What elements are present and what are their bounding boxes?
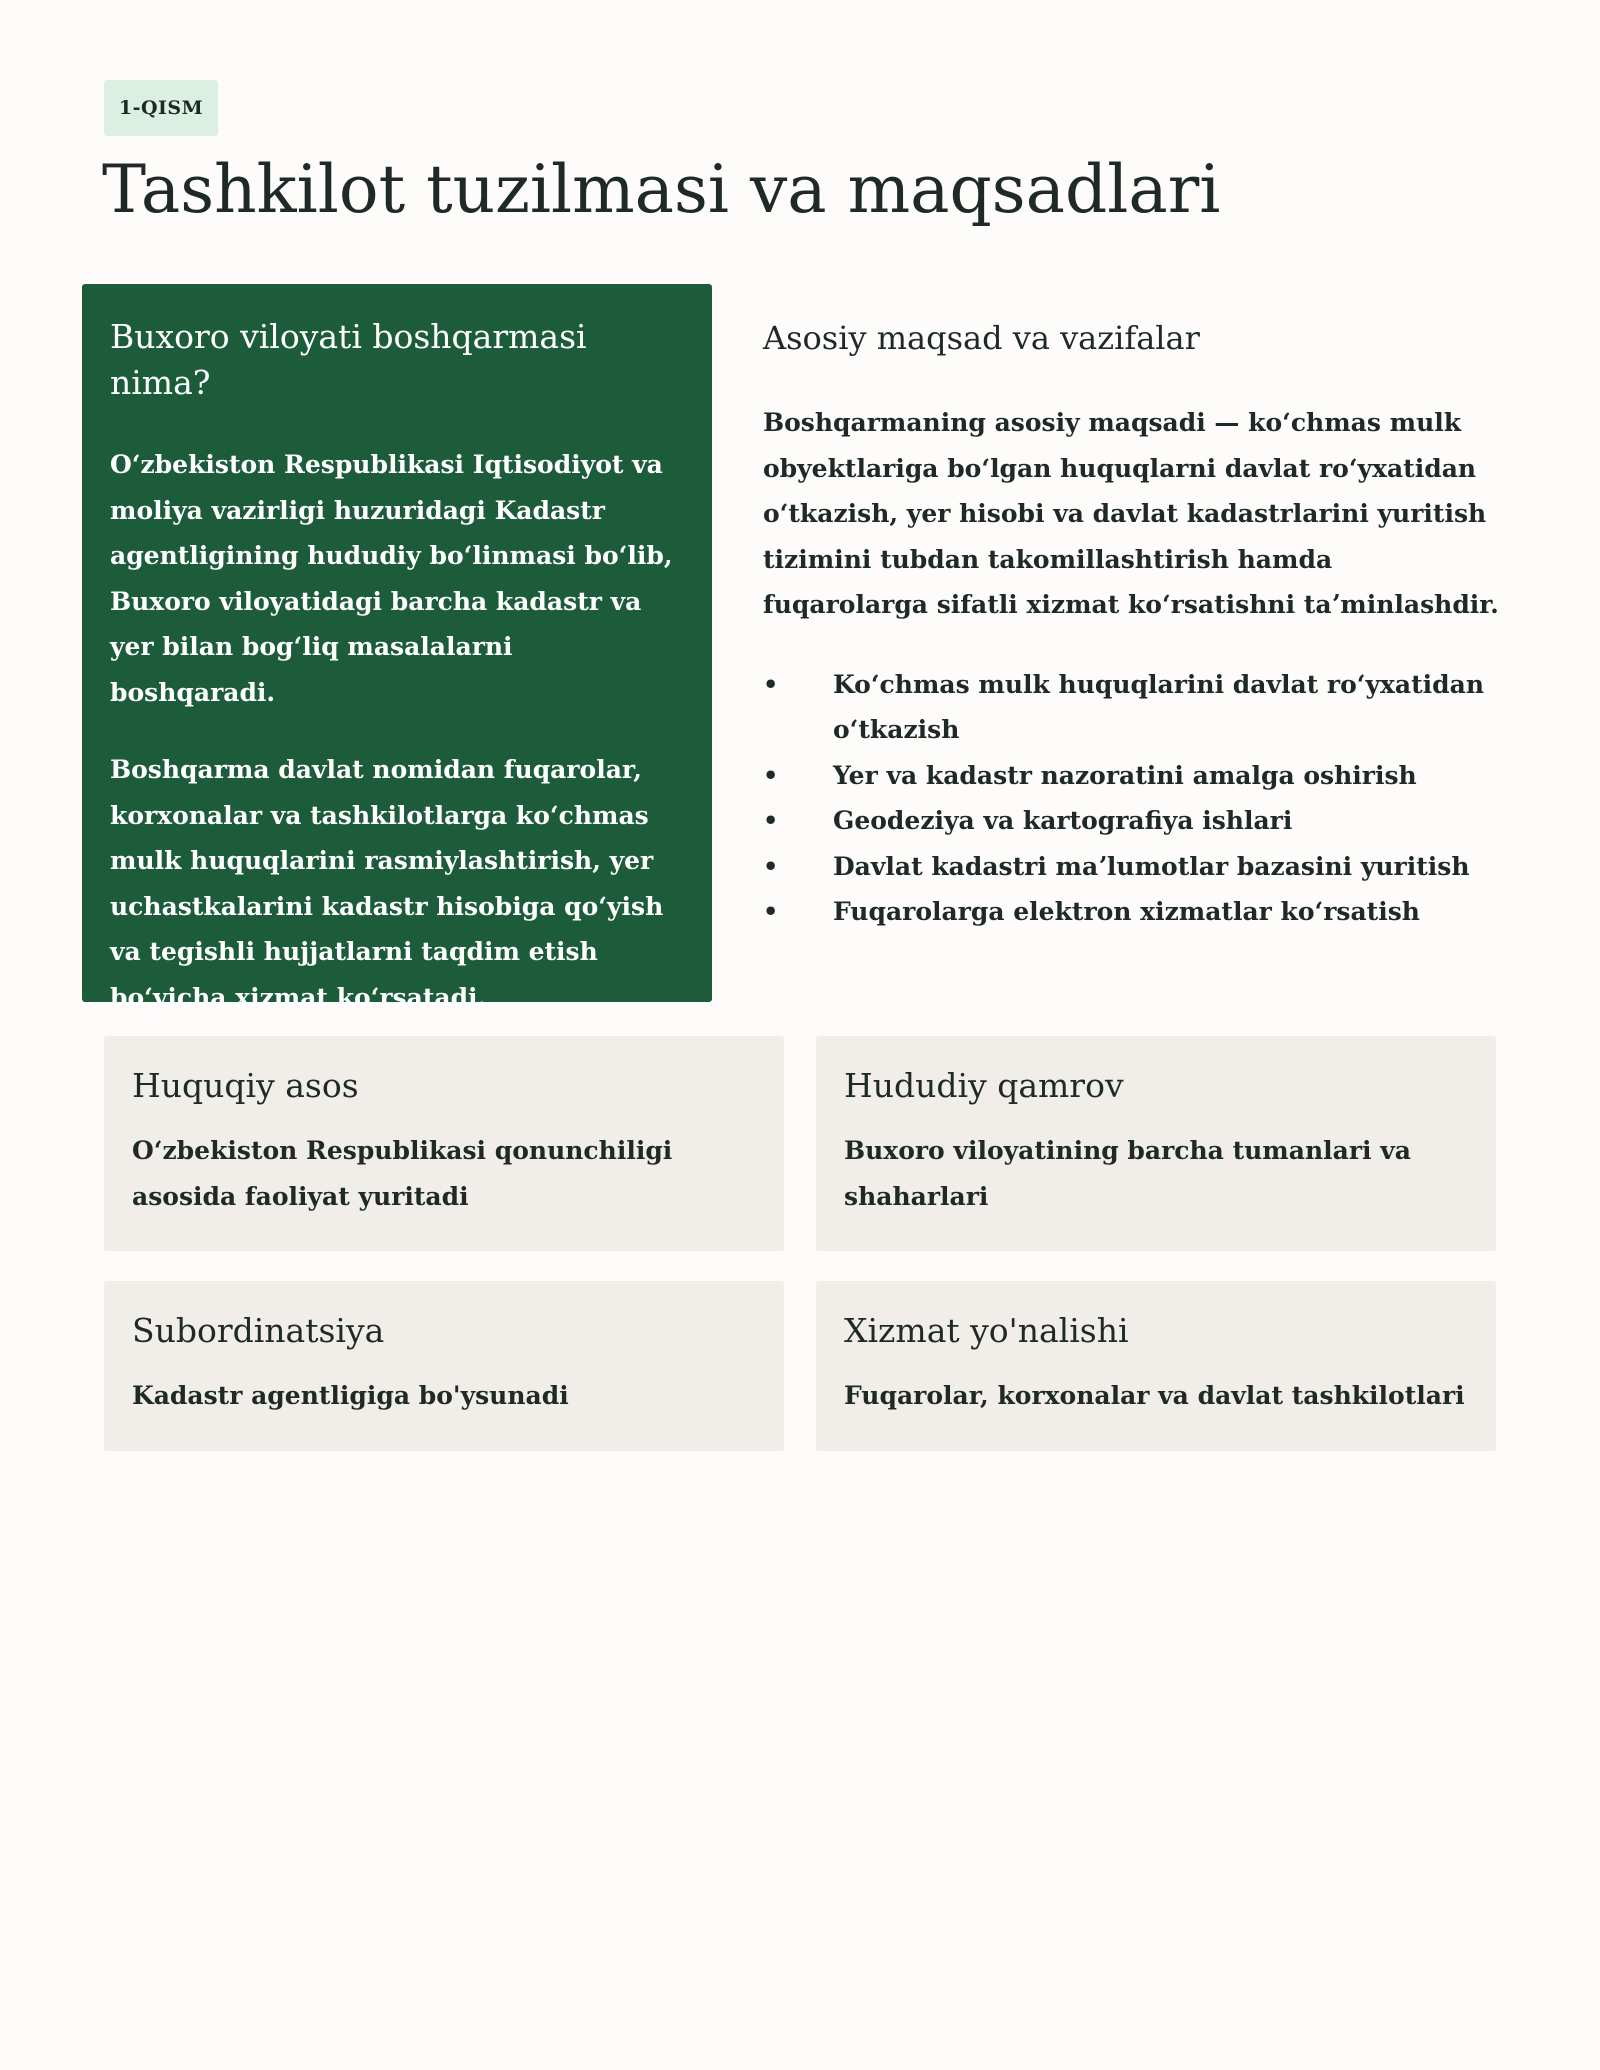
- intro-paragraph: Oʻzbekiston Respublikasi Iqtisodiyot va moliya vazirligi huzuridagi Kadastr agentligining hududiy boʻlinmasi boʻlib, Buxoro viloyatidagi barcha kadastr va yer bilan bogʻliq masalalarni boshqaradi.: [110, 450, 673, 707]
- intro-box: [82, 284, 712, 1012]
- bullet-icon: •: [763, 851, 779, 881]
- list-item-text: Koʻchmas mulk huquqlarini davlat roʻyxatidan oʻtkazish: [833, 669, 1485, 744]
- info-card-service-direction: [816, 1281, 1496, 1451]
- goals-section: [763, 314, 1503, 935]
- list-item: [763, 753, 1503, 799]
- list-item: [763, 798, 1503, 844]
- list-item-text: Geodeziya va kartografiya ishlari: [833, 806, 1293, 835]
- goals-heading: Asosiy maqsad va vazifalar: [763, 319, 1200, 357]
- section-badge: 1-QISM: [104, 80, 218, 136]
- card-text: Oʻzbekiston Respublikasi qonunchiligi asosida faoliyat yuritadi: [132, 1136, 673, 1211]
- card-text: Kadastr agentligiga bo'ysunadi: [132, 1381, 569, 1410]
- goals-list: [763, 662, 1503, 935]
- card-title: Subordinatsiya: [132, 1311, 385, 1350]
- list-item: [763, 662, 1503, 753]
- card-text: Fuqarolar, korxonalar va davlat tashkilotlari: [844, 1381, 1465, 1410]
- page-title: Tashkilot tuzilmasi va maqsadlari: [102, 151, 1221, 228]
- card-title: Hududiy qamrov: [844, 1066, 1124, 1105]
- card-text: Buxoro viloyatining barcha tumanlari va shaharlari: [844, 1136, 1411, 1211]
- info-card-legal-basis: [104, 1036, 784, 1251]
- list-item: [763, 889, 1503, 935]
- list-item: [763, 844, 1503, 890]
- card-title: Xizmat yo'nalishi: [844, 1311, 1129, 1350]
- goals-paragraph: Boshqarmaning asosiy maqsadi — koʻchmas mulk obyektlariga boʻlgan huquqlarni davlat roʻyxatidan oʻtkazish, yer hisobi va davlat kadastrlarini yuritish tizimini tubdan takomillashtirish hamda fuqarolarga sifatli xizmat koʻrsatishni taʼminlashdir.: [763, 408, 1499, 619]
- intro-heading: Buxoro viloyati boshqarmasi nima?: [110, 317, 587, 402]
- info-card-territorial-coverage: [816, 1036, 1496, 1251]
- bullet-icon: •: [763, 669, 779, 699]
- card-title: Huquqiy asos: [132, 1066, 359, 1105]
- bullet-icon: •: [763, 806, 779, 835]
- list-item-text: Yer va kadastr nazoratini amalga oshirish: [833, 760, 1417, 790]
- bullet-icon: •: [763, 897, 779, 926]
- intro-paragraph: Boshqarma davlat nomidan fuqarolar, korxonalar va tashkilotlarga koʻchmas mulk huquqlarini rasmiylashtirish, yer uchastkalarini kadastr hisobiga qoʻyish va tegishli hujjatlarni taqdim etish boʻyicha xizmat koʻrsatadi.: [110, 755, 664, 1012]
- list-item-text: Davlat kadastri maʼlumotlar bazasini yuritish: [833, 851, 1470, 881]
- list-item-text: Fuqarolarga elektron xizmatlar koʻrsatish: [833, 897, 1420, 926]
- bullet-icon: •: [763, 760, 779, 790]
- info-card-subordination: [104, 1281, 784, 1451]
